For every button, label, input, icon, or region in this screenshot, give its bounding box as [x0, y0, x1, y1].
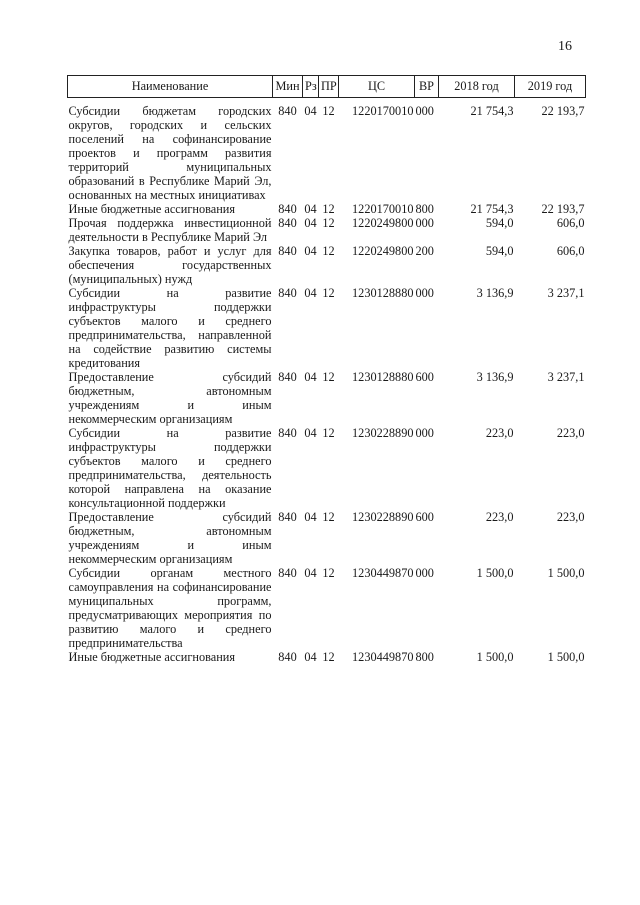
row-min: 840: [278, 650, 297, 664]
table-row: [68, 244, 586, 286]
row-2018: 1 500,0: [476, 650, 514, 664]
row-rz: 04: [304, 244, 317, 258]
row-min: 840: [278, 104, 297, 118]
row-cs: 1220170010: [352, 104, 414, 118]
row-2019: 1 500,0: [547, 566, 585, 580]
row-cs: 1220249800: [352, 244, 414, 258]
row-rz: 04: [304, 510, 317, 524]
header-cs: ЦС: [339, 76, 415, 98]
row-vr: 600: [415, 370, 434, 384]
row-min: 840: [278, 244, 297, 258]
row-pr: 12: [322, 566, 335, 580]
row-min: 840: [278, 370, 297, 384]
row-2018: 3 136,9: [476, 286, 514, 300]
row-cs: 1230128880: [352, 286, 414, 300]
row-2018: 3 136,9: [476, 370, 514, 384]
row-pr: 12: [322, 426, 335, 440]
header-pr: ПР: [319, 76, 339, 98]
row-2018: 21 754,3: [470, 104, 514, 118]
row-name: Субсидии на развитие инфраструктуры поддержки субъектов малого и среднего предпринимательства, направленной на содействие развитию системы кредитования: [68, 286, 272, 370]
row-2018: 594,0: [485, 216, 514, 230]
row-cs: 1230449870: [352, 566, 414, 580]
header-2019: 2019 год: [515, 76, 586, 98]
header-rz: Рз: [303, 76, 319, 98]
row-vr: 200: [415, 244, 434, 258]
row-name: Субсидии бюджетам городских округов, городских и сельских поселений на софинансирование проектов и программ развития территорий муниципальных образований в Республике Марий Эл, основанных на местных инициативах: [68, 104, 272, 202]
row-name: Иные бюджетные ассигнования: [68, 650, 236, 664]
row-2019: 22 193,7: [541, 104, 585, 118]
row-pr: 12: [322, 286, 335, 300]
row-name: Иные бюджетные ассигнования: [68, 202, 236, 216]
row-pr: 12: [322, 104, 335, 118]
table-row: [68, 104, 586, 202]
row-rz: 04: [304, 650, 317, 664]
row-cs: 1230228890: [352, 510, 414, 524]
table-row: [68, 202, 586, 216]
row-2019: 22 193,7: [541, 202, 585, 216]
row-name: Предоставление субсидий бюджетным, автономным учреждениям и иным некоммерческим организациям: [68, 510, 272, 566]
row-cs: 1230228890: [352, 426, 414, 440]
row-name: Субсидии органам местного самоуправления на софинансирование муниципальных программ, предусматривающих мероприятия по развитию малого и среднего предпринимательства: [68, 566, 272, 650]
budget-table: [67, 75, 586, 664]
page-number: 16: [558, 39, 572, 54]
row-min: 840: [278, 202, 297, 216]
row-vr: 000: [415, 426, 434, 440]
row-name: Субсидии на развитие инфраструктуры поддержки субъектов малого и среднего предпринимательства, деятельность которой направлена на оказание консультационной поддержки: [68, 426, 272, 510]
row-cs: 1220170010: [352, 202, 414, 216]
row-2019: 3 237,1: [547, 370, 585, 384]
row-pr: 12: [322, 216, 335, 230]
row-vr: 600: [415, 510, 434, 524]
row-pr: 12: [322, 510, 335, 524]
row-pr: 12: [322, 202, 335, 216]
row-2019: 3 237,1: [547, 286, 585, 300]
table-row: [68, 216, 586, 244]
row-pr: 12: [322, 650, 335, 664]
row-vr: 000: [415, 216, 434, 230]
row-2019: 1 500,0: [547, 650, 585, 664]
row-min: 840: [278, 286, 297, 300]
row-rz: 04: [304, 286, 317, 300]
header-name: Наименование: [68, 76, 273, 98]
row-min: 840: [278, 510, 297, 524]
row-2019: 223,0: [556, 426, 585, 440]
row-rz: 04: [304, 216, 317, 230]
row-vr: 000: [415, 286, 434, 300]
table-row: [68, 566, 586, 650]
row-rz: 04: [304, 370, 317, 384]
row-rz: 04: [304, 202, 317, 216]
table-row: [68, 286, 586, 370]
header-vr: ВР: [415, 76, 439, 98]
row-pr: 12: [322, 370, 335, 384]
header-min: Мин: [273, 76, 303, 98]
table-row: [68, 650, 586, 664]
row-2018: 1 500,0: [476, 566, 514, 580]
table-row: [68, 370, 586, 426]
row-rz: 04: [304, 566, 317, 580]
row-2018: 21 754,3: [470, 202, 514, 216]
row-vr: 800: [415, 650, 434, 664]
row-vr: 000: [415, 566, 434, 580]
row-min: 840: [278, 426, 297, 440]
row-2018: 223,0: [485, 510, 514, 524]
row-2018: 594,0: [485, 244, 514, 258]
row-rz: 04: [304, 104, 317, 118]
row-min: 840: [278, 216, 297, 230]
row-rz: 04: [304, 426, 317, 440]
table-row: [68, 426, 586, 510]
row-name: Предоставление субсидий бюджетным, автономным учреждениям и иным некоммерческим организациям: [68, 370, 272, 426]
row-cs: 1220249800: [352, 216, 414, 230]
row-2019: 606,0: [556, 216, 585, 230]
row-vr: 000: [415, 104, 434, 118]
row-name: Закупка товаров, работ и услуг для обеспечения государственных (муниципальных) нужд: [68, 244, 272, 286]
row-2018: 223,0: [485, 426, 514, 440]
row-pr: 12: [322, 244, 335, 258]
row-2019: 223,0: [556, 510, 585, 524]
row-cs: 1230449870: [352, 650, 414, 664]
row-cs: 1230128880: [352, 370, 414, 384]
row-min: 840: [278, 566, 297, 580]
row-vr: 800: [415, 202, 434, 216]
header-2018: 2018 год: [439, 76, 515, 98]
row-2019: 606,0: [556, 244, 585, 258]
table-row: [68, 510, 586, 566]
table-header-row: [68, 76, 586, 98]
row-name: Прочая поддержка инвестиционной деятельности в Республике Марий Эл: [68, 216, 272, 244]
